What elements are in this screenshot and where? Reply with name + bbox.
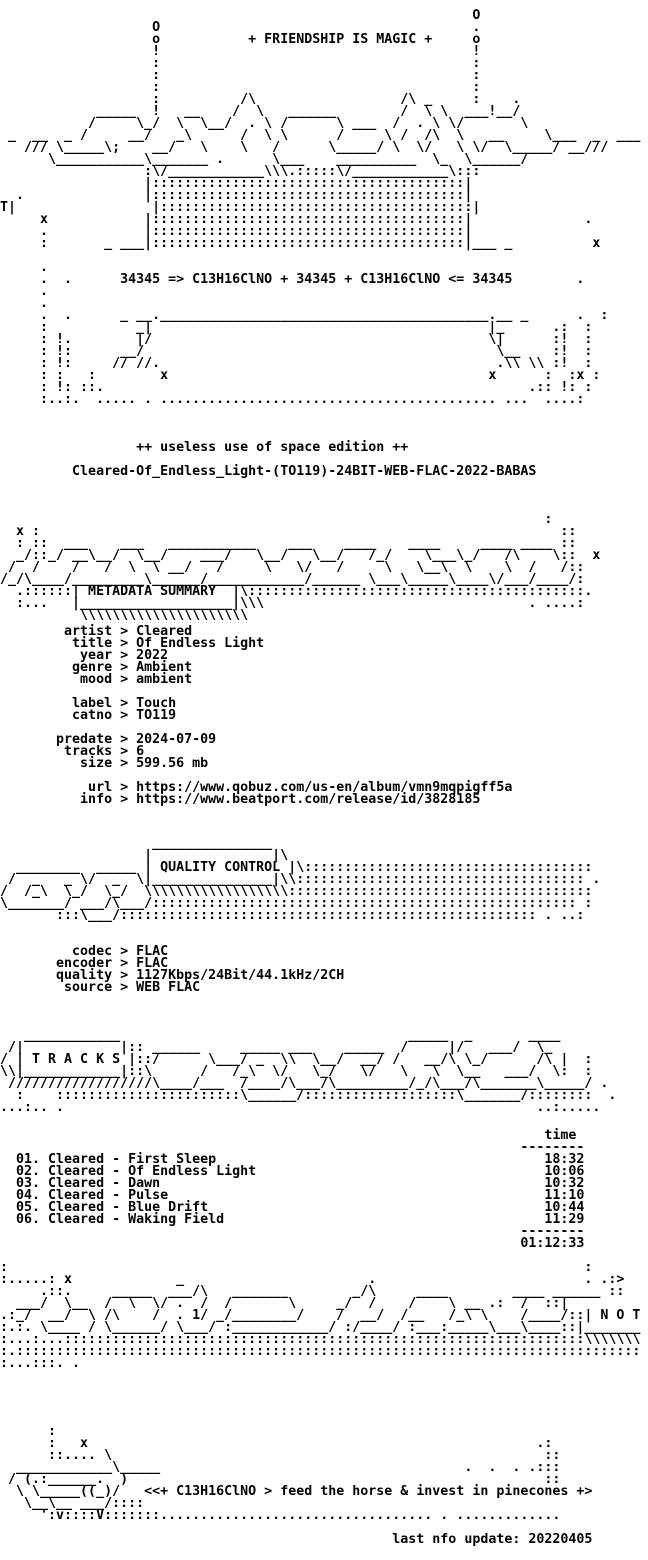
header-art-line: . . 34345 => C13H16ClNO + 34345 + C13H16ClNO <= 34345 . xyxy=(0,272,585,287)
edition-line: ++ useless use of space edition ++ xyxy=(0,440,409,455)
header-art-line: . xyxy=(0,284,49,299)
metadata-line: catno > TO119 xyxy=(0,708,177,723)
notes-art-line: :.....: x _ . . .:> xyxy=(0,1272,625,1287)
header-art-line: T| |:::::::::::::::::::::::::::::::::::::::| xyxy=(0,200,481,215)
edition-line: x : :: xyxy=(0,524,577,539)
edition-line: .::::::| METADATA SUMMARY |\::::::::::::::::::::::::::::::::::::::::::. xyxy=(0,584,593,599)
header-art-line: : : xyxy=(0,80,481,95)
metadata-line: artist > Cleared xyxy=(0,624,193,639)
tracklist-line: -------- xyxy=(0,1224,585,1239)
header-art-line: _ __ _ / __/ _\ / \ \ / \ / /\ \ __ \___ _ ___ xyxy=(0,128,641,143)
tracklist-line: -------- xyxy=(0,1140,585,1155)
notes-art-line: :...:::. . xyxy=(0,1356,641,1371)
footer-line: ____________\_____ . . . .::: xyxy=(0,1460,561,1475)
footer-line: ':v::::V:::::::.................................. . ............. xyxy=(0,1508,561,1523)
metadata-line: size > 599.56 mb xyxy=(0,756,209,771)
header-art-line: . |:::::::::::::::::::::::::::::::::::::::| xyxy=(0,188,473,203)
tracks-art-line: : :::::::::::::::::::::::\______/:::::::::::::::::::\_______/:::::::: . xyxy=(0,1088,617,1103)
tracklist-line: 01:12:33 xyxy=(0,1236,585,1251)
metadata-line: label > Touch xyxy=(0,696,177,711)
footer-line: / (.:______. ) :: xyxy=(0,1472,561,1487)
footer-line: ::.... \ :: xyxy=(0,1448,561,1463)
header-art-line: : /\ /\ _ : . xyxy=(0,92,521,107)
edition-line: / / / / \ \ __/ / \ \/ / \ \__\ \ \ / /:: xyxy=(0,560,593,575)
quality-art-line: / /_\ \_/ \_/ \\\\\\\\\\\\\\\\\\:::::::::::::::::::::::::::::::::::::: xyxy=(0,884,593,899)
quality-art-line: \_______/ ___/\___/::::::::::::::::::::::::::::::::::::::::::::::::::::: : xyxy=(0,896,593,911)
tracklist-line: 06. Cleared - Waking Field 11:29 xyxy=(0,1212,585,1227)
edition-line: _/::_/ __\__/ \__/ ___/ \__/ \__/ /_/ \___\_/ /\ \:: x xyxy=(0,548,601,563)
header-art-line: /// \_____\; __/ \ \ / \_____/ \ \/ \ \/ \_____/ __/// xyxy=(0,140,609,155)
edition-line: /_/\____/_________\______/____________/______ \___\_____\____\/___/____/: xyxy=(0,572,585,587)
header-art-line: O xyxy=(0,8,481,23)
edition-line: :... |___________________|\\\ . ....: xyxy=(0,596,585,611)
tracklist-line: time xyxy=(0,1128,577,1143)
header-art-line: : : : x x : :x : xyxy=(0,368,601,383)
metadata-line: year > 2022 xyxy=(0,648,169,663)
quality-value-line: codec > FLAC xyxy=(0,944,169,959)
edition-line: Cleared-Of_Endless_Light-(TO119)-24BIT-WEB-FLAC-2022-BABAS xyxy=(0,464,537,479)
metadata-line: url > https://www.qobuz.com/us-en/album/vmn9mqpigff5a xyxy=(0,780,513,795)
header-art-line: |:::::::::::::::::::::::::::::::::::::::| xyxy=(0,176,473,191)
quality-value-line: encoder > FLAC xyxy=(0,956,169,971)
notes-art-line: :...:...:::::::::::::::::::::::::::::::::::::::::::::::::::::::::::::::::\\\\\\\ xyxy=(0,1332,641,1347)
tracklist-line: 03. Cleared - Dawn 10:32 xyxy=(0,1176,585,1191)
header-art-line: :\/____________\\\.:::::\/____________\::: xyxy=(0,164,481,179)
notes-art-line: :.:::::::::::::::::::::::::::::::::::::::::::::::::::::::::::::::::::::::::::::: xyxy=(0,1344,641,1359)
tracklist-line: 04. Cleared - Pulse 11:10 xyxy=(0,1188,585,1203)
tracks-art-line: /| |:: ______ _____ ___ _____ / |/ ___/ \_ xyxy=(0,1040,553,1055)
header-art-line: : : xyxy=(0,56,481,71)
header-art-line: _____ ! __ / \ ______ / \ \ ___!__/ xyxy=(0,104,529,119)
tracks-art-line: ...:.. . ..:..... xyxy=(0,1100,601,1115)
metadata-line: title > Of Endless Light xyxy=(0,636,265,651)
footer-line: : x .: xyxy=(0,1436,553,1451)
quality-art-line: / _ _ \/ _ \|_______________|\\:::::::::::::::::::::::::::::::::::: . xyxy=(0,872,601,887)
notes-art-line: .::. _____ ___/\ _______ _/\ ____ ____ ______ :: xyxy=(0,1284,625,1299)
tracks-art-line: \\|____________|::\ / /_\ \/ \_/ \/ \ \ \__ ___/ \: : xyxy=(0,1064,593,1079)
metadata-line: predate > 2024-07-09 xyxy=(0,732,217,747)
header-art-line: : !: __/ \__ :! : xyxy=(0,344,593,359)
metadata-line: genre > Ambient xyxy=(0,660,193,675)
header-art-line: . |:::::::::::::::::::::::::::::::::::::::| xyxy=(0,224,473,239)
metadata-line: info > https://www.beatport.com/release/id/3828185 xyxy=(0,792,481,807)
tracklist-line: 05. Cleared - Blue Drift 10:44 xyxy=(0,1200,585,1215)
header-art-line: :..:. ..... . .......................................... ... ....: xyxy=(0,392,585,407)
header-art-line: O . xyxy=(0,20,481,35)
header-art-line: x |:::::::::::::::::::::::::::::::::::::::| . xyxy=(0,212,593,227)
quality-art-line: | |\ xyxy=(0,848,289,863)
quality-value-line: quality > 1127Kbps/24Bit/44.1kHz/2CH xyxy=(0,968,345,983)
quality-art-line: ________ _____ | QUALITY CONTROL |\:::::::::::::::::::::::::::::::::::: xyxy=(0,860,593,875)
header-art-line: : : xyxy=(0,68,481,83)
notes-art-line: .:_/ __/ \ /\ / . 1/ _/________/ / __/ /__ /_\ \ /____/::| N O T xyxy=(0,1308,641,1323)
notes-art-line: : : xyxy=(0,1260,593,1275)
metadata-line: tracks > 6 xyxy=(0,744,145,759)
header-art-line: ! ! xyxy=(0,44,481,59)
notes-art-line: ___/ \__ / \ \/ . / / \ _/ / / \ __ .: / ::| xyxy=(0,1296,641,1311)
edition-line: : xyxy=(0,512,553,527)
tracks-art-line: / | T R A C K S |::/ \___/ _ \\ \__/ __/ / __/\ \_/ /\ | : xyxy=(0,1052,593,1067)
header-art-line: . xyxy=(0,260,49,275)
edition-line: \\\\\\\\\\\\\\\\\\\\\ xyxy=(0,608,249,623)
quality-art-line: _______________ xyxy=(0,836,273,851)
header-art-line: o + FRIENDSHIP IS MAGIC + o xyxy=(0,32,481,47)
header-art-line: . xyxy=(0,296,49,311)
tracklist-line: 01. Cleared - First Sleep 18:32 xyxy=(0,1152,585,1167)
metadata-line: mood > ambient xyxy=(0,672,193,687)
footer-line: : xyxy=(0,1424,57,1439)
footer-line: \ \_____((_)/ <<+ C13H16ClNO > feed the horse & invest in pinecones +> xyxy=(0,1484,593,1499)
tracks-art-line: //////////////////\____/___ /____/\___/\_________/_/\___/\_______\_____/ . xyxy=(0,1076,609,1091)
tracklist-line: 02. Cleared - Of Endless Light 10:06 xyxy=(0,1164,585,1179)
footer-line: last nfo update: 20220405 xyxy=(0,1532,593,1547)
quality-art-line: :::\___/:::::::::::::::::::::::::::::::::::::::::::::::::::: . ..: xyxy=(0,908,585,923)
header-art-line: / \_/ \ \__/ . \ / \ ___ / . \ \/ \ xyxy=(0,116,529,131)
tracks-art-line: ____________ _____ _ ____ xyxy=(0,1028,561,1043)
header-art-line: : _ ___|:::::::::::::::::::::::::::::::::::::::|___ _ x xyxy=(0,236,601,251)
footer-line: \__\__ ___/:::: xyxy=(0,1496,145,1511)
edition-line: : :: ___ ___ ___________ ___ ____ ____ ____ ____ :: xyxy=(0,536,577,551)
header-art-line: . . _ __._________________________________________.__ _ . : xyxy=(0,308,609,323)
notes-art-line: :.:. \____ / \______/ \___/ :____________/ :/____/ :___:_____\___\____::|_______ xyxy=(0,1320,641,1335)
header-art-line: : !: ::. .:: !: : xyxy=(0,380,593,395)
header-art-line: : !. |/ \| :! : xyxy=(0,332,593,347)
quality-value-line: source > WEB FLAC xyxy=(0,980,201,995)
header-art-line: : !: // //. .\\ \\ :! : xyxy=(0,356,593,371)
header-art-line: : _| |_ .: : xyxy=(0,320,593,335)
header-art-line: \___________\_______ . \___ __________ \_ \______/ xyxy=(0,152,529,167)
